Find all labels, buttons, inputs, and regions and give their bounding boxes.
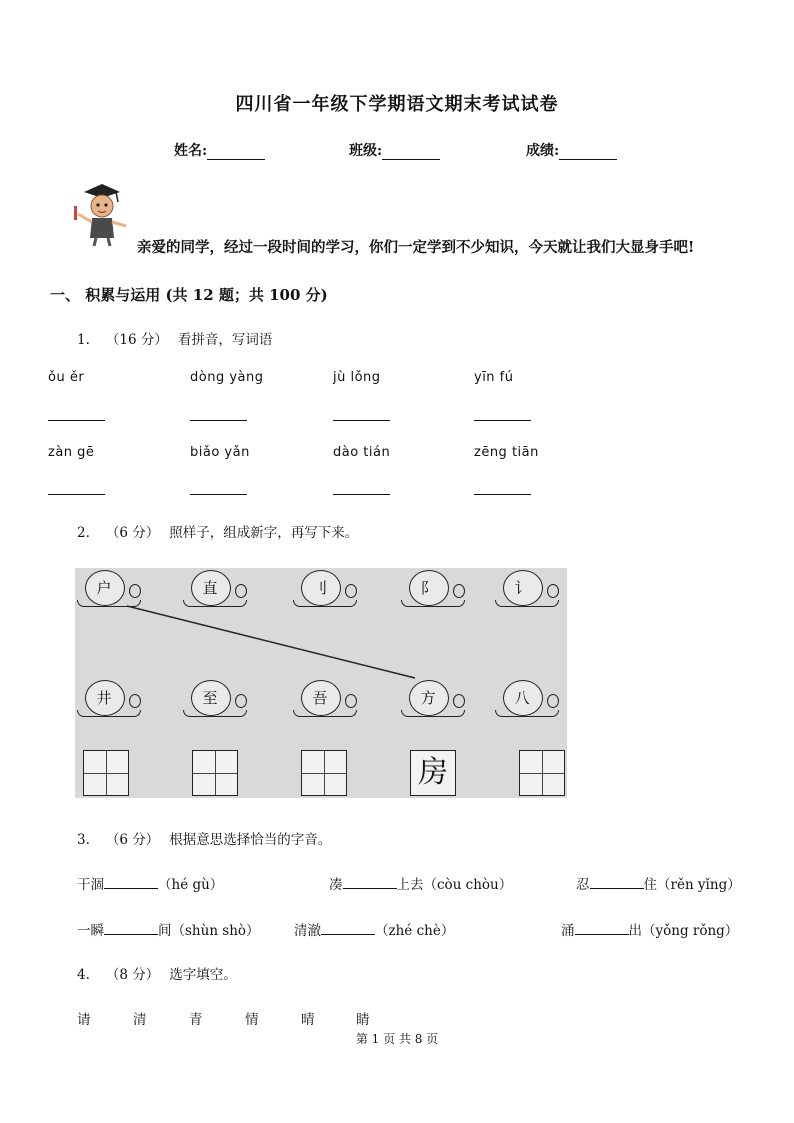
- question-number: 4.: [77, 967, 90, 983]
- doctor-mascot-icon: [70, 180, 132, 250]
- fill-blank-item: [329, 873, 512, 893]
- snail-bottom[interactable]: [77, 680, 143, 720]
- section-heading: 一、 积累与运用 (共 12 题；共 100 分): [50, 286, 328, 304]
- answer-blank[interactable]: [48, 420, 105, 421]
- answer-blank[interactable]: [590, 876, 644, 889]
- answer-blank[interactable]: [474, 420, 531, 421]
- answer-blank[interactable]: [343, 876, 397, 889]
- pinyin-item: dào tián: [333, 445, 391, 460]
- question-number: 1.: [77, 332, 90, 348]
- answer-blank[interactable]: [321, 922, 375, 935]
- item-prefix: 涌: [561, 923, 575, 939]
- item-prefix: 忍: [576, 877, 590, 893]
- fill-blank-item: [77, 873, 223, 893]
- question-2-heading: [77, 521, 358, 541]
- name-blank[interactable]: [207, 145, 265, 160]
- item-options: （hé gù）: [158, 877, 224, 893]
- page-title: 四川省一年级下学期语文期末考试试卷: [235, 94, 559, 115]
- choice-char: 请: [77, 1012, 91, 1028]
- snail-char: 刂: [312, 579, 328, 597]
- snail-char: 方: [420, 689, 436, 707]
- question-4-heading: [77, 963, 237, 983]
- pinyin-item: zēng tiān: [474, 445, 539, 460]
- example-answer: 房: [411, 751, 455, 795]
- item-prefix: 一瞬: [77, 923, 104, 939]
- pinyin-item: yīn fú: [474, 370, 514, 385]
- question-prompt: 看拼音，写词语: [177, 332, 273, 348]
- choice-char: 情: [245, 1012, 259, 1028]
- fill-blank-item: [294, 919, 454, 939]
- answer-blank[interactable]: [575, 922, 629, 935]
- question-prompt: 根据意思选择恰当的字音。: [169, 832, 332, 848]
- question-1-heading: [77, 328, 272, 348]
- greeting-text: 亲爱的同学，经过一段时间的学习，你们一定学到不少知识，今天就让我们大显身手吧!: [137, 239, 695, 256]
- page-footer: 第 1 页 共 8 页: [355, 1032, 439, 1046]
- snail-char: 至: [202, 689, 218, 707]
- answer-blank[interactable]: [104, 922, 158, 935]
- item-options: 出（yǒng rǒng）: [628, 923, 739, 939]
- question-prompt: 照样子，组成新字，再写下来。: [169, 525, 359, 541]
- question-score: （6 分）: [105, 525, 160, 541]
- question-score: （6 分）: [105, 832, 160, 848]
- snail-char: 八: [514, 689, 530, 707]
- pinyin-item: biǎo yǎn: [190, 445, 250, 460]
- snail-top[interactable]: [293, 570, 359, 610]
- name-label: 姓名:: [174, 143, 208, 159]
- answer-blank[interactable]: [190, 420, 247, 421]
- item-prefix: 清澈: [294, 923, 321, 939]
- snail-top[interactable]: [401, 570, 467, 610]
- score-blank[interactable]: [559, 145, 617, 160]
- pinyin-item: zàn gē: [48, 445, 95, 460]
- choice-char: 清: [133, 1012, 147, 1028]
- question-prompt: 选字填空。: [169, 967, 237, 983]
- score-label: 成绩:: [526, 143, 560, 159]
- item-options: 间（shùn shò）: [158, 923, 260, 939]
- answer-blank[interactable]: [333, 494, 390, 495]
- snail-top[interactable]: [495, 570, 561, 610]
- item-options: 住（rěn yǐng）: [643, 877, 741, 893]
- question-score: （8 分）: [105, 967, 160, 983]
- question-score: （16 分）: [105, 332, 168, 348]
- question-number: 2.: [77, 525, 90, 541]
- pinyin-item: dòng yàng: [190, 370, 264, 385]
- snail-bottom[interactable]: [183, 680, 249, 720]
- snail-matching-figure: [75, 568, 567, 798]
- snail-char: 阝: [420, 579, 436, 597]
- choice-char: 晴: [301, 1012, 315, 1028]
- snail-char: 直: [202, 579, 218, 597]
- snail-char: 讠: [514, 579, 530, 597]
- snail-top[interactable]: [77, 570, 143, 610]
- answer-blank[interactable]: [48, 494, 105, 495]
- snail-char: 户: [96, 579, 112, 597]
- class-field: [349, 140, 440, 160]
- question-3-heading: [77, 828, 331, 848]
- snail-bottom[interactable]: [401, 680, 467, 720]
- item-prefix: 干涸: [77, 877, 104, 893]
- pinyin-item: ǒu ěr: [48, 370, 85, 385]
- item-options: （zhé chè）: [375, 923, 455, 939]
- fill-blank-item: [77, 919, 260, 939]
- snail-char: 井: [96, 689, 112, 707]
- writing-grid[interactable]: [192, 750, 238, 796]
- score-field: [526, 140, 617, 160]
- answer-blank[interactable]: [333, 420, 390, 421]
- snail-bottom[interactable]: [293, 680, 359, 720]
- item-prefix: 凑: [329, 877, 343, 893]
- snail-bottom[interactable]: [495, 680, 561, 720]
- answer-blank[interactable]: [474, 494, 531, 495]
- question-number: 3.: [77, 832, 90, 848]
- answer-blank[interactable]: [104, 876, 158, 889]
- fill-blank-item: [561, 919, 738, 939]
- writing-grid-example: [410, 750, 456, 796]
- writing-grid[interactable]: [83, 750, 129, 796]
- writing-grid[interactable]: [301, 750, 347, 796]
- class-blank[interactable]: [382, 145, 440, 160]
- writing-grid[interactable]: [519, 750, 565, 796]
- item-options: 上去（còu chòu）: [396, 877, 513, 893]
- class-label: 班级:: [349, 143, 383, 159]
- name-field: [174, 140, 265, 160]
- snail-char: 吾: [312, 689, 328, 707]
- choice-char: 睛: [356, 1012, 370, 1028]
- answer-blank[interactable]: [190, 494, 247, 495]
- fill-blank-item: [576, 873, 741, 893]
- snail-top[interactable]: [183, 570, 249, 610]
- pinyin-item: jù lǒng: [333, 370, 381, 385]
- choice-char: 青: [189, 1012, 203, 1028]
